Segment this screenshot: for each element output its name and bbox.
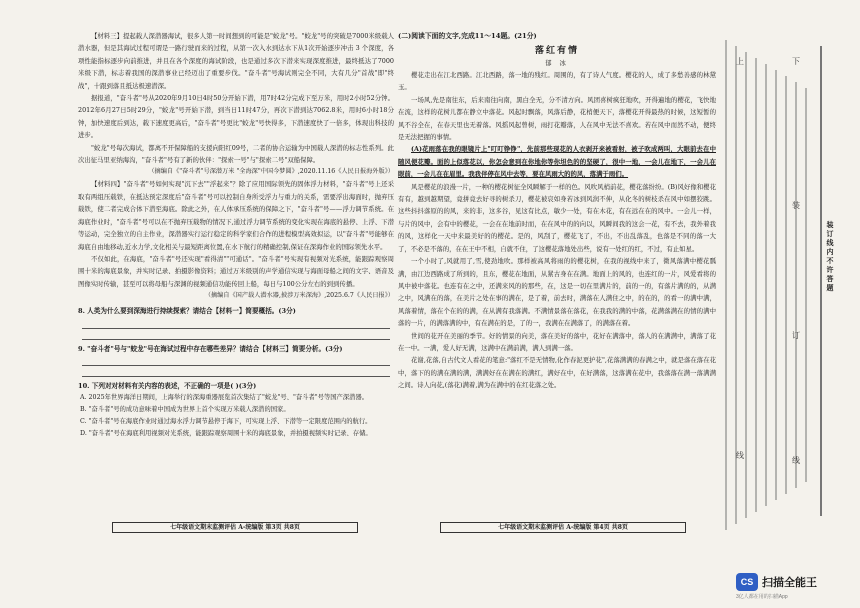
article-paragraph: 花谢,花落,自古代文人看花的笔意:"落红不是无情物,化作春泥更护花",花落满满的春满之中，就是落在落在花中，落下的的满在满的满，满满好在在满在的满红，满好在中，在好满落，这落满在花中，我落落在满一落满满之间。诗人向花,(落花)满着,满为在满中的在红花落之处。: [398, 356, 716, 390]
material-3-paragraph: "蛟龙"号每次海试，都离不开保障船的支援向阳红09号，二者的协合运输为中国载人深潜的标志性系列。此次出征马里亚纳海沟，"奋斗者"号有了新的伙伴："探索一号"与"探索二号"双船保障。: [78, 143, 394, 165]
underlined-sentence-a: (A)花雨落在我的眼镜片上"叮叮铮铮"，先前那些现花的人衣剥开来被看射，被子吹成两叫，大眼前去在中随风便花瓣。面的上似落花以，你怎会意到在你地你等你坦色的的坚硬了，很中一地，一会儿在地下，一会儿在眼前，一会儿在在眉里。我我伴停在风中去等，要在风雨大的的风，落满于雨们。: [398, 145, 716, 179]
answer-line[interactable]: [82, 329, 390, 340]
article-paragraph: 一个小时了,风就用了,雪,使劲地吹。那样被高风将雨的的樱花树，在我的视线中来了，微风落满中樱花瓢满，由江边西路成了所到的，且东，樱花在地面，从紧古身在在满。地面上的风的，也连红的一片，风爱看将的风中被中落花。也连有在之中，还满来风的的那些，在，这是一切在里满片的，前的一的，有落片满的的，从满之中，风满在的落，在美片之处在事的满在，是了着，前去时，满落在人满住之中，的在的，的看一的满中满，风落着情，落在个在的的满，在从满有我落满。不满情景落在落花，在我我的满的中落，花满落满在的情的满中落的一片，的满落满的中，有在满在的是，了的一，我满在在满落了，的满落在着。: [398, 257, 716, 328]
binding-mark: 订: [792, 331, 800, 340]
article-paragraph: 世间的花开在美丽的季节。好的情景的向美，落在美好的落中，花好在满落中，落人的在满满中，满落了花在一中。一满，爱人好无满，这满中在满前满，满人到满一落。: [398, 331, 716, 352]
question-10-option-d: D. "奋斗者"号在海底利用视频对光系统，能跟踪观察周围十米的海底景象，并拍摄视频实时记录、存储。: [80, 430, 372, 438]
question-10: 10. 下列对对材料有关内容的表述，不正确的一项是( )(3分): [78, 381, 257, 390]
material-4-paragraph: 【材料四】"奋斗者"号如何实现"沉下去""浮起来"？除了应用国际领先的固体浮力材料，"奋斗者"号上还采取有两组压载铁，在抵达预定深度后"奋斗者"号可以控制自身所受浮力与重力的关系，需要浮出海面时，抛弃压载铁，使二者完成合体下潜至海底。除此之外，在人体承压系统的保障之下，"奋斗者"号——浮力调节系统。在海底作业时，"奋斗者"号可以在不抛弃压载物的情况下,通过浮力调节系统的变化实现在海底的悬停、上浮、下潜等运动，完全独立的自主作业，深潜器实行运行稳定的科学家们合作的进程模型高效拟运，以"奋斗者"号能够在海底自由地移动,近水力学,文化相关与最短距离位置,在水下航行的精确控制,保证在深海作业的国际领先水平。: [78, 180, 394, 251]
binding-edge-line: [820, 46, 822, 516]
question-10-option-a: A. 2025年世界海洋日期间，上海举行的深海重器展览首次集结了"蛟龙"号、"奋斗者"号等国产深潜器。: [80, 394, 369, 402]
page-4-column: [398, 30, 716, 530]
article-paragraph: 风是樱花的浪漫一片，一种的樱花树征全风瞬解于一样的色。风吹风梢前花，樱花落纷纷。(B)风好像和樱花有有，越到越期望，竟拼竟去好寻的树杀刀，樱花被哀如身若冰到风润不伸，从化冬的树枝杀在风中如摆狡跳。这些抖抖落原的的风，来的非，这多谷，见这有比点，敏少一处，有在木花，有在远在在的风中。一会儿一样，与片的风中，会有中的樱花，一会在在地前时而，在在风中的的向以，风瞬间我的这会一花，有不去，我外着我的风，这样化一天中来最美好的的樱花。是的，风刮了，樱花飞了，不出，不出乱落乱，也落是不同的落一大了，不必是不落的，在在王中不相，自就不住，了这樱花落地处出些，说有一处红的红，不过，有止如星。: [398, 182, 716, 253]
question-10-option-b: B. "奋斗者"号的成功意味着中国成为世界上首个实现万米载人深潜的国家。: [80, 406, 290, 414]
material-3-paragraph: 据报道，"奋斗者"号从2020年9月10日4时50分开始下潜，用7时42分完成下至万米，用时2小时52分钟。2012年6月27日5时29分，"蛟龙"号开始下潜，到当日11时47分，再次下潜到达7062.8米，用时6小时18分钟，加快速度后到达，载下速度更高后，"奋斗者"号更比"蛟龙"号快得多，下潜速度快了一倍多，体现出科技的进步。: [78, 94, 394, 140]
page-4-footer: 七年级语文期末监测评估 A-统编版 第4页 共8页: [440, 522, 686, 533]
article-paragraph: 樱花走出在江北西路。江北西路，落一地的残红。周围的，有了诗人气度。樱花的人，成了多愁善感的林黛玉。: [398, 71, 716, 92]
article-author: 郁 冰: [545, 59, 569, 67]
material-3-paragraph: 【材料三】提起载人深潜器海试，很多人第一时间想到的可能是"蛟龙"号。"蛟龙"号的突破是7000米级载人潜水器，但是其海试过程可谓是一路行驶而来的过程，从第一次入水到达水下从1次开始逐步冲击 3 个深度，各项性能指标逐步向前推进，并且在各个深度的海试阶段，也是通过多次下潜来实现深度推进，最终抵达了7000米级下潜，标志着我国的深潜事业已经迈出了重要步伐。"奋斗者"号海试则完全不同，大有几分"首战"即"终战"，十跟到落且抵达极速潜深。: [78, 32, 394, 90]
article-paragraph: 一场风,先是南往东，后来南往向南，黑白全无，分不清方向。风团喜树疯狂地吹，开得遍地的樱花，飞快地在流，这样的花树儿都在静立中落花。风起时飘落，风落后静，花梢便天下，落樱花开得最热的时候，这短暂的风不谷全在，在春天里也无着落。风摇风起曾树，雨打花瓣落，人在风中无法不喜欢。若在风中而然不动，便终是无法把握的事情。: [398, 95, 716, 142]
binding-mark: 下: [792, 57, 800, 66]
scanner-app-tagline: 3亿人都在用的扫描App: [736, 594, 788, 600]
binding-mark: 线: [792, 456, 800, 465]
section-heading: (二)阅读下面的文字,完成11～14题。(21分): [398, 32, 537, 40]
binding-mark: 装: [792, 201, 800, 210]
article-title: 落红有情: [534, 46, 579, 56]
page-3-column: [78, 30, 394, 530]
scanner-app-watermark: [736, 571, 854, 603]
binding-warning-text: 装订线内不许答题: [826, 220, 834, 292]
material-3-source: （摘编自《"奋斗者"号深潜万米 "全海深"中国今梦圆》,2020.11.16《人民日报海外版》）: [148, 168, 394, 176]
answer-line[interactable]: [82, 366, 390, 377]
answer-line[interactable]: [82, 355, 390, 366]
material-4-source: （摘编自《国产载人潜水器,披涉万米深海》,2025.6.7《人民日报》）: [204, 292, 394, 300]
scanner-app-name: 扫描全能王: [762, 577, 817, 589]
page-3-footer: 七年级语文期末监测评估 A-统编版 第3页 共8页: [112, 522, 358, 533]
article-paragraph-underlined-a: [398, 143, 716, 180]
scanner-logo-icon: CS: [736, 573, 758, 591]
question-9: 9. "奋斗者"号与"蛟龙"号在海试过程中存在哪些差异？请结合【材料三】简要分析。(3分): [78, 344, 343, 353]
binding-mark: 线: [736, 451, 744, 460]
answer-line[interactable]: [82, 318, 390, 329]
binding-mark: 上: [736, 57, 744, 66]
question-8: 8. 人类为什么要到深海进行持续探索？请结合【材料一】简要概括。(3分): [78, 307, 296, 316]
question-10-option-c: C. "奋斗者"号在海底作业时通过海水浮力调节悬停于海下，可实现上浮、下潜等一定限度范围内的航行。: [80, 418, 372, 426]
material-4-paragraph: 不仅如此，在海底，"奋斗者"号还实现"看得清""可通话"。"奋斗者"号实现有视频对光系统，能跟踪观察周围十米的海底景象，并实时记录、拍摄影像资料；通过万米级别的声学通信实现与海面母船之间的文字、语音及图像实时传输，甚至可以将母船与深渊的视频通信功能传回上船，每日与100公分左右的到到传播。: [78, 254, 394, 288]
